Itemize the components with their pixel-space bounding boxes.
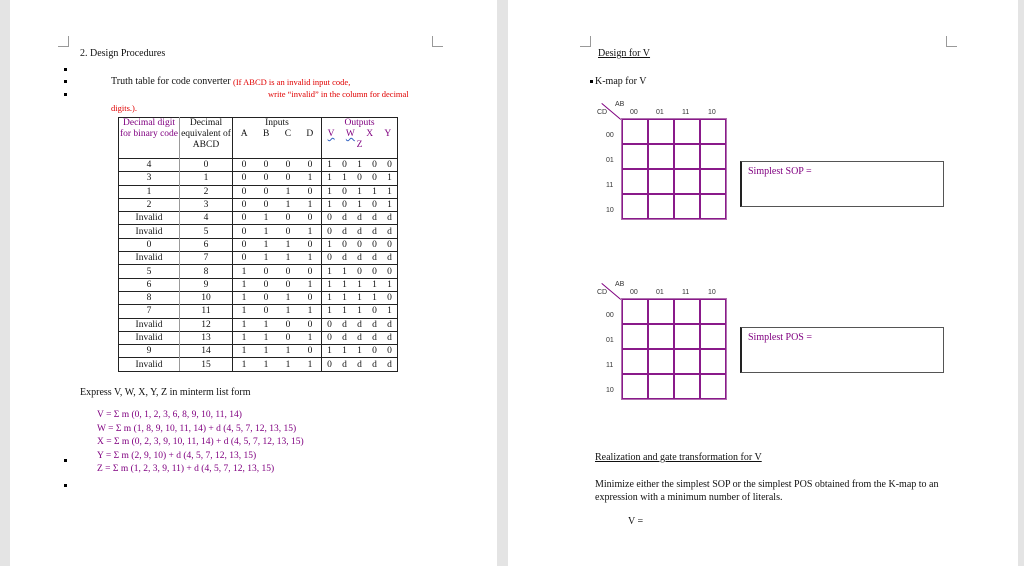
table-cell: 0 [322, 225, 338, 238]
table-cell: 1 [255, 358, 277, 371]
table-cell: 0 [233, 212, 256, 225]
table-cell: 11 [180, 305, 233, 318]
table-cell: 1 [322, 238, 338, 251]
kmap-grid [621, 298, 727, 400]
pos-label: Simplest POS = [748, 332, 812, 343]
margin-mark [946, 36, 957, 47]
table-cell: 1 [277, 185, 299, 198]
table-cell: Invalid [119, 318, 180, 331]
table-cell: d [382, 318, 398, 331]
table-cell: 10 [180, 291, 233, 304]
table-cell: 0 [233, 238, 256, 251]
table-row [119, 225, 398, 238]
table-cell: 1 [277, 291, 299, 304]
table-cell: 1 [233, 358, 256, 371]
table-cell: Invalid [119, 358, 180, 371]
bullet [64, 93, 67, 96]
table-cell: d [367, 331, 382, 344]
header-decimal-equiv: Decimal equivalent of ABCD [180, 118, 233, 159]
table-cell: 1 [255, 238, 277, 251]
table-cell: 1 [337, 172, 352, 185]
table-cell: 9 [119, 345, 180, 358]
table-cell: 1 [352, 345, 367, 358]
kmap-cell[interactable] [700, 349, 726, 374]
table-cell: 1 [255, 318, 277, 331]
kmap-cell[interactable] [622, 349, 648, 374]
table-cell: 0 [277, 225, 299, 238]
v-equation: V = [628, 516, 644, 527]
table-cell: 0 [233, 172, 256, 185]
table-cell: 0 [277, 212, 299, 225]
table-cell: 1 [322, 345, 338, 358]
kmap-row-label: 00 [606, 132, 614, 139]
kmap-cell[interactable] [648, 374, 674, 399]
table-cell: 14 [180, 345, 233, 358]
bullet [64, 80, 67, 83]
table-row [119, 185, 398, 198]
table-cell: 1 [322, 185, 338, 198]
table-cell: 1 [322, 265, 338, 278]
kmap-cd-label: CD [597, 289, 608, 296]
table-cell: 0 [277, 265, 299, 278]
table-cell: 0 [367, 172, 382, 185]
table-cell: 0 [255, 185, 277, 198]
kmap-col-label: 01 [656, 109, 664, 116]
table-cell: 1 [337, 305, 352, 318]
table-cell: 1 [299, 358, 322, 371]
table-cell: 1 [352, 159, 367, 172]
table-row [119, 278, 398, 291]
kmap-row-label: 00 [606, 312, 614, 319]
table-cell: 1 [382, 185, 398, 198]
table-cell: 4 [180, 212, 233, 225]
kmap-cell[interactable] [700, 324, 726, 349]
table-cell: 3 [180, 198, 233, 211]
table-cell: 1 [322, 278, 338, 291]
table-cell: 1 [367, 278, 382, 291]
kmap-cell[interactable] [674, 324, 700, 349]
table-cell: Invalid [119, 331, 180, 344]
table-cell: d [337, 252, 352, 265]
bullet [590, 80, 593, 83]
table-cell: 1 [233, 318, 256, 331]
table-cell: d [337, 225, 352, 238]
table-cell: 0 [382, 291, 398, 304]
minterm-equation: V = Σ m (0, 1, 2, 3, 6, 8, 9, 10, 11, 14) [97, 410, 242, 420]
table-cell: 0 [299, 265, 322, 278]
table-cell: 0 [352, 265, 367, 278]
table-cell: 8 [180, 265, 233, 278]
table-cell: 13 [180, 331, 233, 344]
table-cell: 2 [180, 185, 233, 198]
kmap-col-label: 11 [682, 109, 690, 116]
table-cell: 0 [277, 318, 299, 331]
table-cell: 0 [367, 305, 382, 318]
table-cell: 4 [119, 159, 180, 172]
pos-box[interactable] [740, 327, 944, 373]
kmap-cell[interactable] [700, 119, 726, 144]
table-row [119, 238, 398, 251]
kmap-cell[interactable] [622, 169, 648, 194]
table-cell: 0 [322, 212, 338, 225]
table-cell: 0 [382, 238, 398, 251]
table-cell: 12 [180, 318, 233, 331]
table-cell: 0 [322, 358, 338, 371]
table-cell: 0 [255, 265, 277, 278]
kmap-cell[interactable] [674, 169, 700, 194]
table-cell: d [337, 212, 352, 225]
table-cell: 0 [277, 331, 299, 344]
kmap-cell[interactable] [648, 169, 674, 194]
kmap-cell[interactable] [622, 374, 648, 399]
table-cell: 1 [299, 278, 322, 291]
table-cell: d [367, 252, 382, 265]
table-cell: d [382, 331, 398, 344]
table-cell: 1 [352, 278, 367, 291]
table-cell: 1 [299, 305, 322, 318]
table-cell: d [382, 225, 398, 238]
table-cell: 3 [119, 172, 180, 185]
table-cell: 1 [337, 265, 352, 278]
table-cell: d [382, 358, 398, 371]
table-cell: d [352, 252, 367, 265]
truth-table-label: Truth table for code converter [111, 76, 231, 87]
table-cell: 1 [277, 358, 299, 371]
margin-mark [58, 36, 69, 47]
kmap-col-label: 00 [630, 289, 638, 296]
table-cell: 1 [233, 345, 256, 358]
table-cell: 2 [119, 198, 180, 211]
table-cell: 0 [255, 172, 277, 185]
table-row [119, 159, 398, 172]
table-cell: 1 [277, 198, 299, 211]
table-cell: d [367, 358, 382, 371]
kmap-cell[interactable] [622, 119, 648, 144]
table-cell: d [337, 318, 352, 331]
table-row [119, 172, 398, 185]
table-cell: d [337, 331, 352, 344]
margin-mark [432, 36, 443, 47]
table-cell: 7 [119, 305, 180, 318]
table-cell: 0 [119, 238, 180, 251]
table-cell: 1 [180, 172, 233, 185]
table-row [119, 212, 398, 225]
table-row [119, 252, 398, 265]
margin-mark [580, 36, 591, 47]
kmap-cell[interactable] [648, 324, 674, 349]
kmap-row-label: 10 [606, 207, 614, 214]
table-cell: 7 [180, 252, 233, 265]
table-cell: d [382, 212, 398, 225]
table-cell: 0 [255, 278, 277, 291]
table-cell: d [337, 358, 352, 371]
table-cell: 1 [299, 252, 322, 265]
table-cell: 0 [367, 265, 382, 278]
table-cell: 1 [277, 252, 299, 265]
table-cell: 1 [337, 291, 352, 304]
table-cell: 1 [322, 305, 338, 318]
table-row [119, 331, 398, 344]
table-cell: 1 [233, 265, 256, 278]
table-cell: 6 [180, 238, 233, 251]
table-cell: 15 [180, 358, 233, 371]
kmap-cell[interactable] [648, 349, 674, 374]
table-cell: d [352, 212, 367, 225]
table-cell: Invalid [119, 252, 180, 265]
kmap-cell[interactable] [674, 299, 700, 324]
table-cell: 1 [299, 331, 322, 344]
table-cell: 0 [322, 252, 338, 265]
table-cell: 0 [382, 345, 398, 358]
table-row [119, 198, 398, 211]
table-cell: 0 [337, 198, 352, 211]
bullet [64, 459, 67, 462]
kmap-cell[interactable] [700, 299, 726, 324]
kmap-cell[interactable] [622, 144, 648, 169]
kmap-cell[interactable] [622, 299, 648, 324]
table-cell: 0 [299, 345, 322, 358]
table-cell: 0 [382, 265, 398, 278]
table-cell: 0 [233, 198, 256, 211]
table-cell: d [352, 225, 367, 238]
kmap-cell[interactable] [622, 194, 648, 219]
table-cell: 0 [299, 212, 322, 225]
kmap-ab-label: AB [615, 101, 625, 108]
kmap-cell[interactable] [700, 169, 726, 194]
table-cell: 1 [255, 212, 277, 225]
table-cell: 0 [322, 318, 338, 331]
header-decimal-digit: Decimal digit for binary code [119, 118, 180, 159]
table-cell: 1 [233, 291, 256, 304]
kmap-col-label: 00 [630, 109, 638, 116]
table-cell: 1 [299, 198, 322, 211]
table-cell: Invalid [119, 212, 180, 225]
table-cell: 1 [233, 278, 256, 291]
kmap-col-label: 10 [708, 289, 716, 296]
express-label: Express V, W, X, Y, Z in minterm list form [80, 387, 251, 398]
table-cell: 1 [233, 305, 256, 318]
table-cell: 1 [352, 198, 367, 211]
table-cell: d [367, 318, 382, 331]
header-outputs: Outputs V W X Y Z [322, 118, 398, 159]
kmap-grid [621, 118, 727, 220]
table-cell: 0 [255, 305, 277, 318]
table-row [119, 345, 398, 358]
sop-box[interactable] [740, 161, 944, 207]
kmap-label: K-map for V [595, 76, 647, 87]
table-cell: 1 [382, 305, 398, 318]
table-cell: 1 [255, 345, 277, 358]
table-cell: 0 [277, 278, 299, 291]
table-cell: 0 [233, 252, 256, 265]
table-cell: 0 [299, 318, 322, 331]
kmap-cell[interactable] [674, 194, 700, 219]
table-cell: 1 [367, 291, 382, 304]
kmap-row-label: 11 [606, 362, 614, 369]
table-cell: 0 [255, 198, 277, 211]
table-cell: 1 [382, 278, 398, 291]
table-cell: 0 [367, 238, 382, 251]
table-cell: 0 [299, 291, 322, 304]
kmap-cell[interactable] [622, 324, 648, 349]
minterm-equation: Y = Σ m (2, 9, 10) + d (4, 5, 7, 12, 13, 15) [97, 450, 257, 461]
table-row [119, 291, 398, 304]
table-cell: 5 [119, 265, 180, 278]
instruction-text: Minimize either the simplest SOP or the simplest POS obtained from the K-map to an expression with a minimum number of literals. [595, 479, 939, 503]
kmap-cell[interactable] [648, 119, 674, 144]
table-cell: 1 [382, 198, 398, 211]
table-cell: 0 [180, 159, 233, 172]
kmap-cell[interactable] [674, 119, 700, 144]
kmap-cell[interactable] [648, 144, 674, 169]
table-cell: Invalid [119, 225, 180, 238]
kmap-cell[interactable] [700, 144, 726, 169]
kmap-cell[interactable] [648, 194, 674, 219]
table-cell: 0 [352, 238, 367, 251]
table-cell: 1 [277, 238, 299, 251]
table-cell: 0 [277, 172, 299, 185]
table-cell: 0 [233, 225, 256, 238]
table-cell: 1 [352, 291, 367, 304]
table-cell: 1 [352, 305, 367, 318]
note-line-2: write “invalid” in the column for decimal [268, 89, 409, 99]
table-cell: 9 [180, 278, 233, 291]
table-cell: 0 [255, 159, 277, 172]
table-cell: 0 [367, 198, 382, 211]
table-cell: 0 [367, 159, 382, 172]
table-cell: d [367, 212, 382, 225]
sop-label: Simplest SOP = [748, 166, 812, 177]
table-cell: 0 [299, 238, 322, 251]
kmap-cd-label: CD [597, 109, 608, 116]
minterm-equation: W = Σ m (1, 8, 9, 10, 11, 14) + d (4, 5, 7, 12, 13, 15) [97, 423, 297, 434]
bullet [64, 68, 67, 71]
note-line-3: digits.). [111, 103, 137, 113]
table-cell: 0 [322, 331, 338, 344]
table-cell: 1 [255, 225, 277, 238]
table-cell: 0 [299, 185, 322, 198]
table-cell: 1 [322, 159, 338, 172]
kmap-cell[interactable] [648, 299, 674, 324]
table-cell: 1 [299, 172, 322, 185]
table-cell: 1 [277, 305, 299, 318]
minterm-equation: X = Σ m (0, 2, 3, 9, 10, 11, 14) + d (4, 5, 7, 12, 13, 15) [97, 437, 304, 447]
table-row [119, 305, 398, 318]
design-title: Design for V [598, 48, 651, 59]
note-line-1: (If ABCD is an invalid input code, [233, 77, 351, 87]
table-cell: 1 [382, 172, 398, 185]
table-cell: 1 [255, 252, 277, 265]
section-heading: 2. Design Procedures [80, 48, 166, 59]
table-cell: 0 [337, 159, 352, 172]
table-cell: 1 [322, 198, 338, 211]
table-cell: 0 [382, 159, 398, 172]
table-cell: 1 [337, 345, 352, 358]
kmap-cell[interactable] [674, 144, 700, 169]
table-cell: 0 [337, 185, 352, 198]
kmap-col-label: 01 [656, 289, 664, 296]
kmap-cell[interactable] [700, 374, 726, 399]
table-cell: 1 [367, 185, 382, 198]
table-cell: d [352, 331, 367, 344]
table-cell: 6 [119, 278, 180, 291]
table-cell: 0 [352, 172, 367, 185]
table-row [119, 265, 398, 278]
table-cell: 1 [352, 185, 367, 198]
table-cell: 0 [233, 185, 256, 198]
kmap-row-label: 01 [606, 157, 614, 164]
table-row [119, 318, 398, 331]
kmap-row-label: 10 [606, 387, 614, 394]
table-row [119, 358, 398, 371]
table-cell: 0 [299, 159, 322, 172]
kmap-row-label: 01 [606, 337, 614, 344]
table-cell: d [382, 252, 398, 265]
table-cell: d [352, 318, 367, 331]
kmap-col-label: 11 [682, 289, 690, 296]
kmap-cell[interactable] [674, 374, 700, 399]
kmap-row-label: 11 [606, 182, 614, 189]
table-cell: 8 [119, 291, 180, 304]
table-cell: 1 [233, 331, 256, 344]
table-cell: 0 [337, 238, 352, 251]
table-cell: 0 [233, 159, 256, 172]
table-cell: 1 [119, 185, 180, 198]
truth-table [118, 117, 398, 372]
table-cell: 1 [337, 278, 352, 291]
kmap-cell[interactable] [700, 194, 726, 219]
kmap-cell[interactable] [674, 349, 700, 374]
table-cell: 0 [277, 159, 299, 172]
table-cell: 1 [277, 345, 299, 358]
table-cell: 1 [255, 331, 277, 344]
bullet [64, 484, 67, 487]
table-cell: 1 [322, 172, 338, 185]
table-cell: 1 [299, 225, 322, 238]
header-inputs: Inputs A B C D [233, 118, 322, 159]
kmap-col-label: 10 [708, 109, 716, 116]
table-cell: d [367, 225, 382, 238]
table-cell: 0 [367, 345, 382, 358]
table-cell: 0 [255, 291, 277, 304]
kmap-ab-label: AB [615, 281, 625, 288]
minterm-equation: Z = Σ m (1, 2, 3, 9, 11) + d (4, 5, 7, 12, 13, 15) [97, 464, 275, 474]
table-cell: 1 [322, 291, 338, 304]
table-cell: d [352, 358, 367, 371]
table-cell: 5 [180, 225, 233, 238]
realization-title: Realization and gate transformation for V [595, 452, 762, 463]
